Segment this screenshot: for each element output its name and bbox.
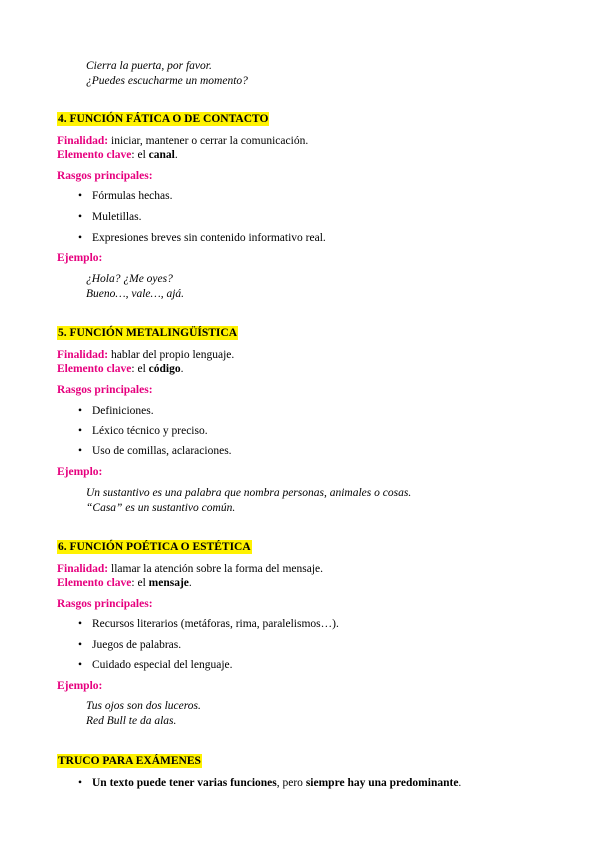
bullet-icon: •	[78, 405, 83, 417]
list-item	[78, 189, 172, 203]
elemento-suffix: .	[180, 363, 184, 375]
finalidad-label: Finalidad:	[57, 563, 109, 575]
section-4-finalidad	[57, 134, 308, 148]
bullet-icon: •	[78, 618, 83, 630]
example-line: ¿Hola? ¿Me oyes?	[86, 273, 173, 285]
list-item-text: Definiciones.	[92, 405, 154, 417]
finalidad-label: Finalidad:	[57, 135, 109, 147]
bullet-icon: •	[78, 232, 83, 244]
list-item-text: Léxico técnico y preciso.	[92, 425, 208, 437]
finalidad-text: llamar la atención sobre la forma del mensaje.	[108, 563, 324, 575]
elemento-prefix: : el	[131, 363, 149, 375]
example-line: Cierra la puerta, por favor.	[86, 60, 212, 72]
elemento-label: Elemento clave	[57, 363, 132, 375]
list-item	[78, 231, 326, 245]
elemento-value: código	[148, 363, 181, 375]
elemento-value: canal	[148, 149, 175, 161]
truco-item	[78, 776, 461, 790]
section-4-title: 4. FUNCIÓN FÁTICA O DE CONTACTO	[58, 113, 269, 125]
example-line: Red Bull te da alas.	[86, 715, 177, 727]
bullet-icon: •	[78, 425, 83, 437]
bullet-icon: •	[78, 445, 83, 457]
finalidad-text: hablar del propio lenguaje.	[108, 349, 235, 361]
section-6-finalidad	[57, 562, 323, 576]
truco-bold-1: Un texto puede tener varias funciones	[92, 777, 277, 789]
list-item	[78, 658, 233, 672]
section-5-ejemplo-label: Ejemplo:	[57, 466, 103, 478]
section-4-elemento	[57, 148, 178, 162]
list-item	[78, 404, 154, 418]
intro-example	[86, 59, 248, 89]
bullet-icon: •	[78, 659, 83, 671]
list-item-text: Recursos literarios (metáforas, rima, paralelismos…).	[92, 618, 339, 630]
list-item	[78, 444, 232, 458]
finalidad-label: Finalidad:	[57, 349, 109, 361]
elemento-label: Elemento clave	[57, 149, 132, 161]
section-6-title: 6. FUNCIÓN POÉTICA O ESTÉTICA	[58, 541, 251, 553]
bullet-icon: •	[78, 190, 83, 202]
elemento-suffix: .	[188, 577, 192, 589]
truco-end: .	[458, 777, 462, 789]
example-line: Un sustantivo es una palabra que nombra personas, animales o cosas.	[86, 487, 412, 499]
list-item-text: Uso de comillas, aclaraciones.	[92, 445, 232, 457]
example-line: Tus ojos son dos luceros.	[86, 700, 201, 712]
bullet-icon: •	[78, 777, 83, 789]
section-5-examples	[86, 486, 411, 516]
section-4-examples	[86, 272, 184, 302]
section-6-elemento	[57, 576, 192, 590]
list-item	[78, 638, 181, 652]
list-item	[78, 617, 339, 631]
section-4-ejemplo-label: Ejemplo:	[57, 252, 103, 264]
example-line: “Casa” es un sustantivo común.	[86, 502, 236, 514]
bullet-icon: •	[78, 211, 83, 223]
list-item-text: Fórmulas hechas.	[92, 190, 173, 202]
truco-bold-2: siempre hay una predominante	[305, 777, 459, 789]
section-6-examples	[86, 699, 201, 729]
elemento-value: mensaje	[148, 577, 189, 589]
list-item-text: Muletillas.	[92, 211, 142, 223]
example-line: Bueno…, vale…, ajá.	[86, 288, 185, 300]
example-line: ¿Puedes escucharme un momento?	[86, 75, 248, 87]
section-5-rasgos-label: Rasgos principales:	[57, 384, 153, 396]
section-6-rasgos-label: Rasgos principales:	[57, 598, 153, 610]
elemento-suffix: .	[174, 149, 178, 161]
list-item-text: Expresiones breves sin contenido informativo real.	[92, 232, 326, 244]
list-item-text: Juegos de palabras.	[92, 639, 182, 651]
bullet-icon: •	[78, 639, 83, 651]
list-item-text: Cuidado especial del lenguaje.	[92, 659, 233, 671]
list-item	[78, 210, 142, 224]
section-5-finalidad	[57, 348, 234, 362]
section-4-rasgos-label: Rasgos principales:	[57, 170, 153, 182]
elemento-prefix: : el	[131, 577, 149, 589]
section-6-ejemplo-label: Ejemplo:	[57, 680, 103, 692]
truco-mid: , pero	[276, 777, 306, 789]
elemento-prefix: : el	[131, 149, 149, 161]
list-item	[78, 424, 208, 438]
section-5-elemento	[57, 362, 184, 376]
truco-title: TRUCO PARA EXÁMENES	[58, 755, 201, 767]
elemento-label: Elemento clave	[57, 577, 132, 589]
finalidad-text: iniciar, mantener o cerrar la comunicación.	[108, 135, 309, 147]
section-5-title: 5. FUNCIÓN METALINGÜÍSTICA	[58, 327, 238, 339]
